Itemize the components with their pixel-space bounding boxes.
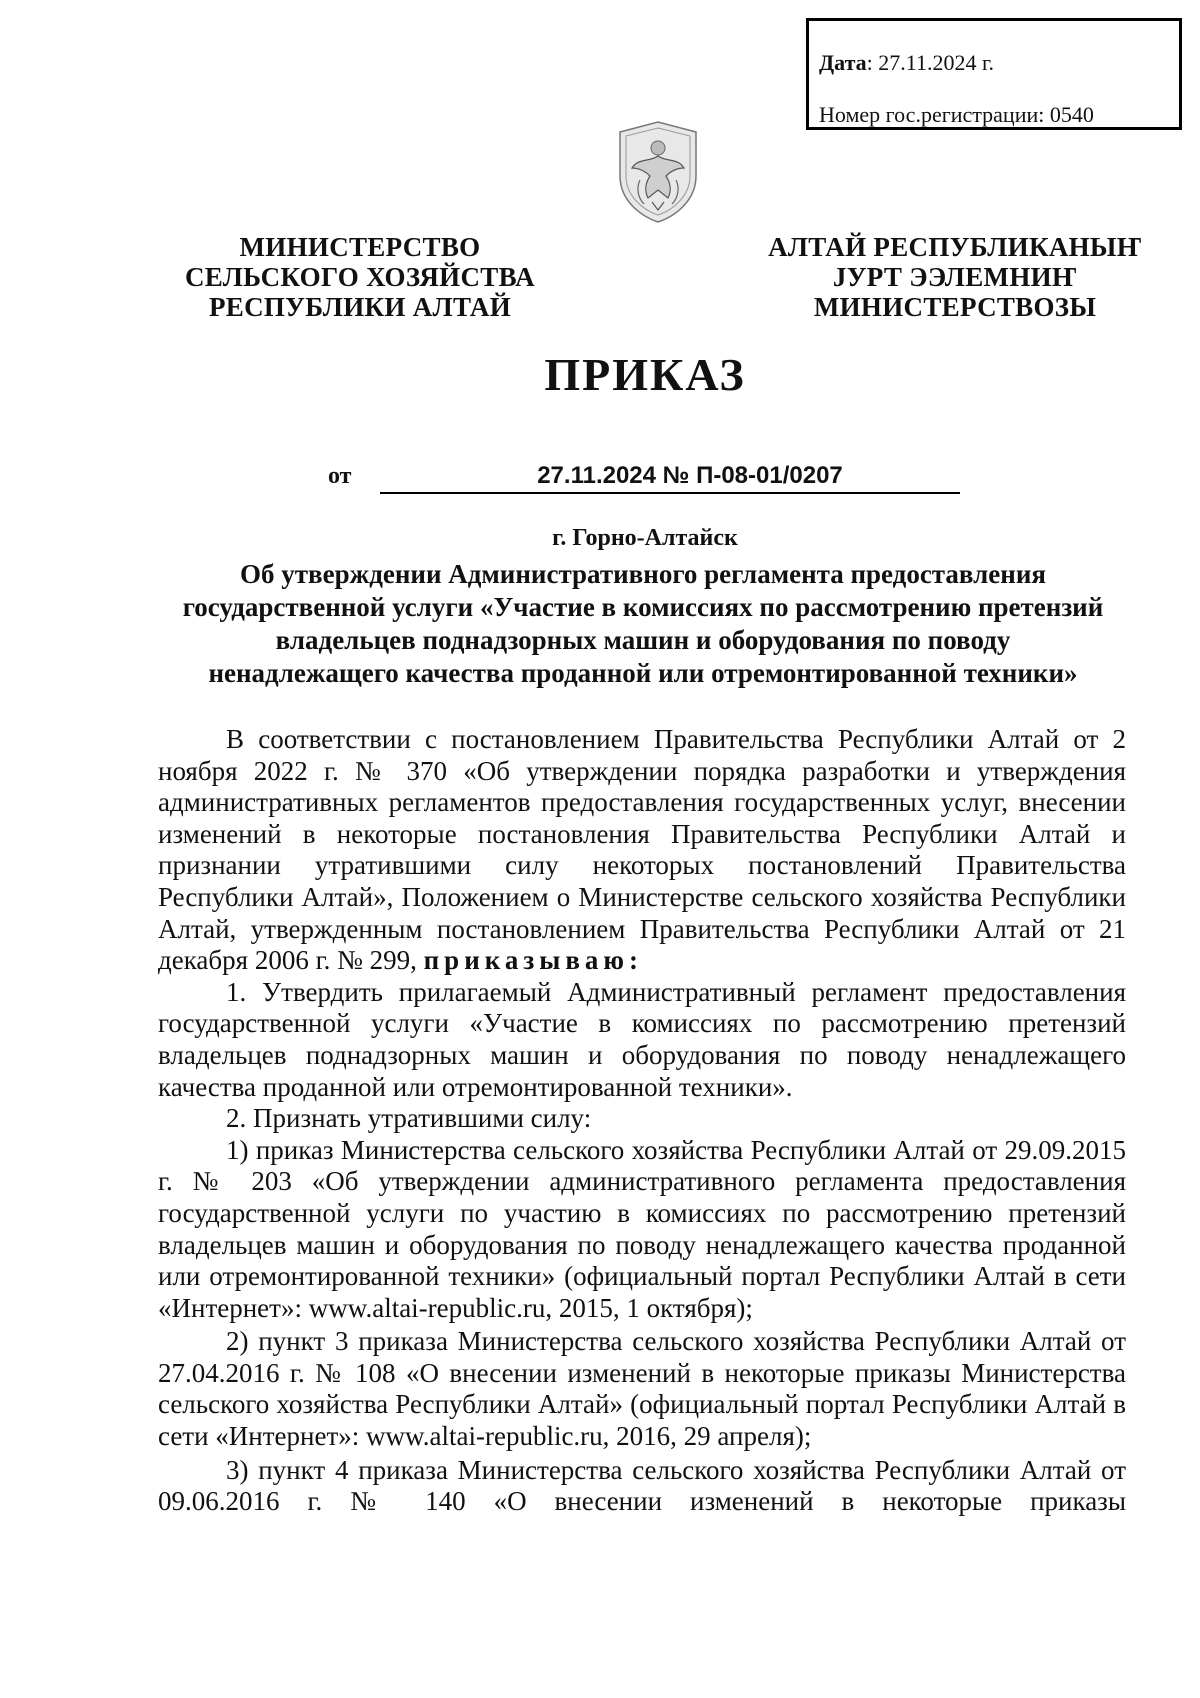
registration-number-label: Номер гос.регистрации (819, 102, 1039, 127)
preamble-paragraph (158, 724, 1126, 977)
clause-2-item-2-paragraph: 2) пункт 3 приказа Министерства сельского хозяйства Республики Алтай от 27.04.2016 г. № 108 «О внесении изменений в некоторые приказы Министерства сельского хозяйства Республики Алтай» (официальный портал Республики Алтай в сети «Интернет»: www.altai-republic.ru, 2016, 29 апреля); (158, 1326, 1126, 1452)
registration-stamp-box (806, 18, 1182, 130)
registration-date-line (819, 37, 1179, 89)
order-date-number (328, 462, 960, 494)
preamble-text: В соответствии с постановлением Правительства Республики Алтай от 2 ноября 2022 г. № 370 «Об утверждении порядка разработки и утверждения административных регламентов предоставления государственных услуг, внесении изменений в некоторые постановления Правительства Республики Алтай и признании утратившими силу некоторых постановлений Правительства Республики Алтай», Положением о Министерстве сельского хозяйства Республики Алтай, утвержденным постановлением Правительства Республики Алтай от 21 декабря 2006 г. № 299, (158, 724, 1126, 976)
order-verb: приказываю: (423, 945, 644, 976)
clause-1-paragraph: 1. Утвердить прилагаемый Административный регламент предоставления государственной услуги «Участие в комиссиях по рассмотрению претензий владельцев поднадзорных машин и оборудования по поводу ненадлежащего качества проданной или отремонтированной техники». (158, 976, 1126, 1102)
header-right-line: АЛТАЙ РЕСПУБЛИКАНЫҤ (768, 232, 1142, 262)
order-number-value: 27.11.2024 № П-08-01/0207 (380, 462, 960, 494)
subject-line: Об утверждении Административного регламента предоставления (240, 559, 1046, 589)
header-left-line: СЕЛЬСКОГО ХОЗЯЙСТВА (185, 262, 535, 292)
subject-line: государственной услуги «Участие в комиссиях по рассмотрению претензий (182, 592, 1104, 622)
subject-line: владельцев поднадзорных машин и оборудования по поводу (275, 625, 1011, 655)
registration-date-value: : 27.11.2024 г. (866, 50, 994, 75)
clause-2-item-3-paragraph: 3) пункт 4 приказа Министерства сельского хозяйства Республики Алтай от 09.06.2016 г. № 140 «О внесении изменений в некоторые приказы (158, 1454, 1126, 1517)
clause-2-item-1-paragraph: 1) приказ Министерства сельского хозяйства Республики Алтай от 29.09.2015 г. № 203 «Об утверждении административного регламента предоставления государственной услуги по участию в комиссиях по рассмотрению претензий владельцев машин и оборудования по поводу ненадлежащего качества проданной или отремонтированной техники» (официальный портал Республики Алтай в сети «Интернет»: www.altai-republic.ru, 2015, 1 октября); (158, 1134, 1126, 1323)
header-right-line: ЈУРТ ЭЭЛЕМНИҤ (832, 262, 1078, 292)
document-title: ПРИКАЗ (544, 349, 746, 400)
subject-line: ненадлежащего качества проданной или отремонтированной техники» (208, 658, 1078, 688)
city-name: г. Горно-Алтайск (552, 525, 738, 551)
registration-date-label: Дата (819, 50, 867, 75)
ministry-name-altai (760, 232, 1150, 322)
header-left-line: МИНИСТЕРСТВО (239, 232, 481, 262)
registration-number-value: : 0540 (1038, 102, 1094, 127)
order-body (158, 724, 1126, 1518)
order-from-label: от (328, 463, 352, 489)
order-subject (148, 558, 1138, 690)
registration-number-line (819, 89, 1179, 141)
republic-altai-emblem-icon (610, 118, 706, 226)
clause-2-paragraph: 2. Признать утратившими силу: (226, 1103, 592, 1134)
header-right-line: МИНИСТЕРСТВОЗЫ (813, 292, 1097, 322)
header-left-line: РЕСПУБЛИКИ АЛТАЙ (208, 292, 512, 322)
ministry-name-russian (180, 232, 540, 322)
